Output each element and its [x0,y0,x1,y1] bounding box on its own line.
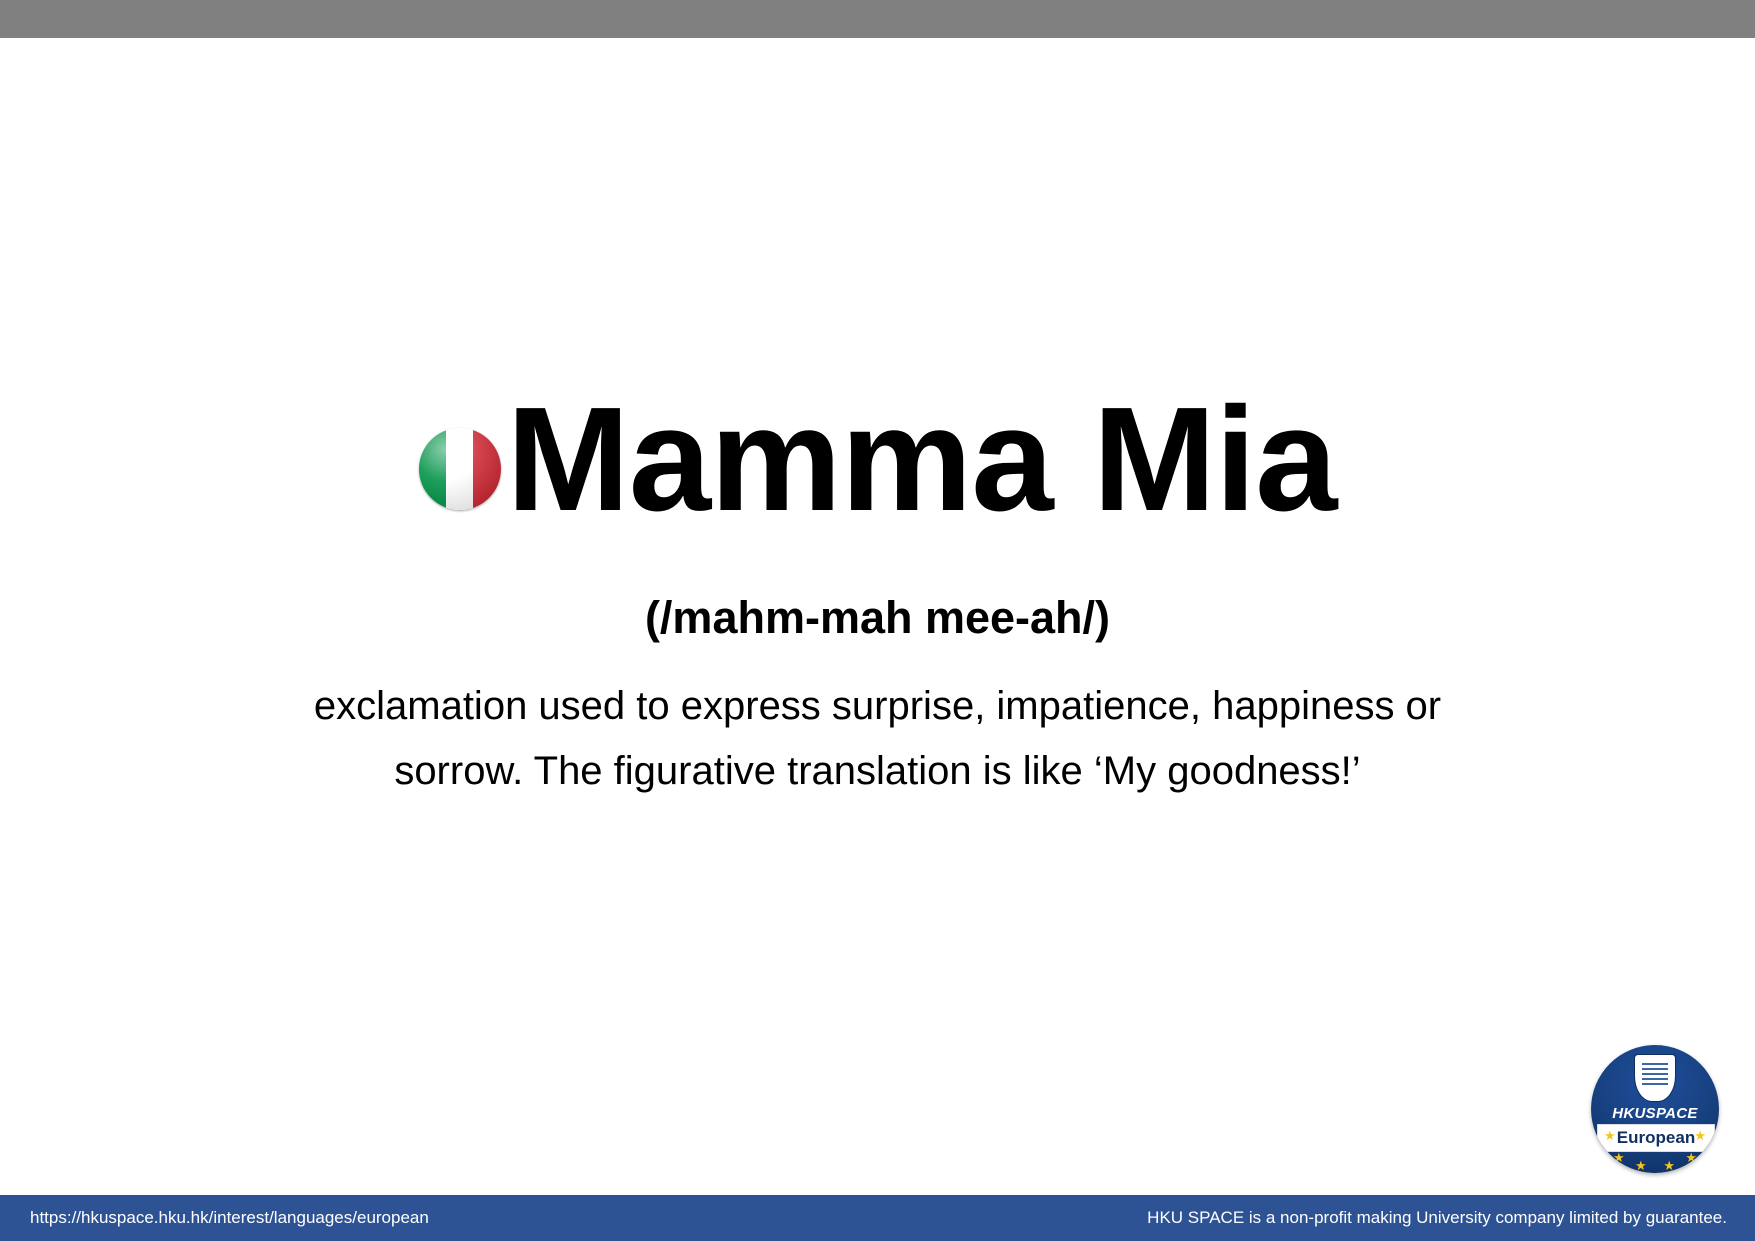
italy-flag-icon [419,428,501,510]
top-bar-fill [0,0,1755,38]
definition-text: exclamation used to express surprise, impatience, happiness or sorrow. The figurative translation is like ‘My goodness!’ [313,684,1442,793]
eu-star-icon: ★ [1685,1150,1697,1165]
footer-url[interactable]: https://hkuspace.hku.hk/interest/languages/european [30,1208,429,1227]
eu-star-icon: ★ [1635,1158,1647,1173]
slide-content [0,377,1755,804]
hkuspace-logo [1591,1045,1719,1173]
eu-star-icon: ★ [1663,1158,1675,1173]
logo-brand-text: HKUSPACE [1612,1105,1698,1122]
eu-star-icon: ★ [1694,1128,1706,1143]
logo-ribbon-text: European [1616,1128,1696,1147]
title-row [0,377,1755,542]
pronunciation-text: (/mahm-mah mee-ah/) [644,592,1111,643]
footer-disclaimer: HKU SPACE is a non-profit making University company limited by guarantee. [1147,1208,1727,1227]
top-decorative-bar [0,0,1755,38]
eu-star-icon: ★ [1604,1128,1616,1143]
page-title: Mamma Mia [506,377,1337,542]
footer-bar [0,1195,1755,1241]
eu-star-icon: ★ [1613,1150,1625,1165]
flag-gloss [419,428,501,510]
crest-detail [1642,1063,1668,1087]
